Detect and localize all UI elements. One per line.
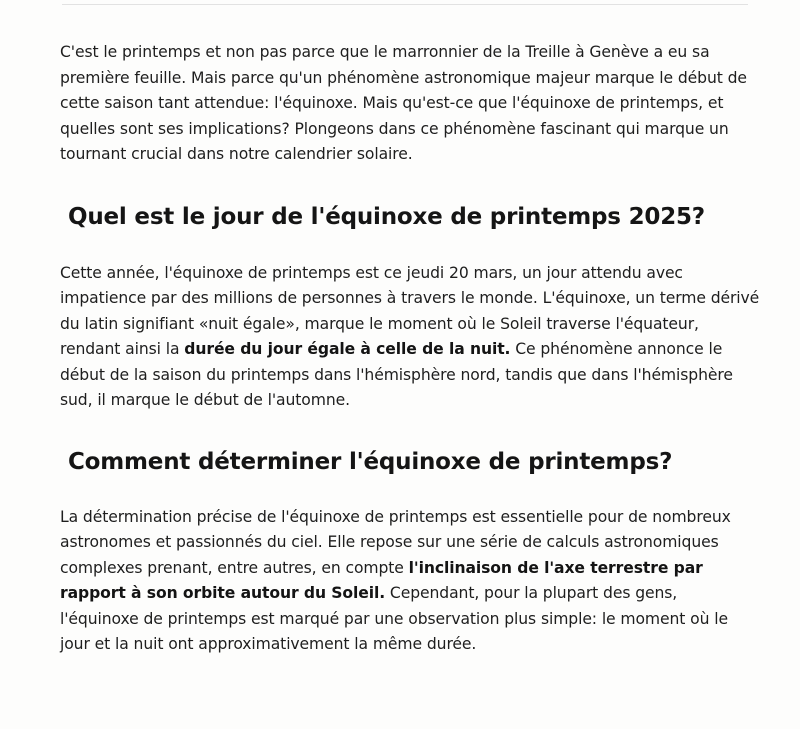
section1-text-before: Cette année, l'équinoxe de printemps est ce jeudi 20 mars, un jour attendu avec impatience par des millions de personnes à travers le monde. L'équinoxe, un terme dérivé du latin signifiant «nuit égale», marque le moment où le Soleil traverse l'équateur, rendant ainsi la (60, 263, 760, 358)
section2-bold-text: l'inclinaison de l'axe terrestre par rapport à son orbite autour du Soleil. (60, 558, 703, 602)
section1-bold-text: durée du jour égale à celle de la nuit. (184, 340, 511, 358)
section2-text-before: La détermination précise de l'équinoxe de printemps est essentielle pour de nombreux astronomes et passionnés du ciel. Elle repose sur une série de calculs astronomiques complexes prenant, entre autres, en compte (60, 507, 731, 577)
article-body (60, 40, 760, 658)
intro-paragraph: C'est le printemps et non pas parce que le marronnier de la Treille à Genève a eu sa première feuille. Mais parce qu'un phénomène astronomique majeur marque le début de cette saison tant attendue: l'équinoxe. Mais qu'est-ce que l'équinoxe de printemps, et quelles sont ses implications? Plongeons dans ce phénomène fascinant qui marque un tournant crucial dans notre calendrier solaire. (60, 43, 747, 163)
section1-text-after: Ce phénomène annonce le début de la saison du printemps dans l'hémisphère nord, tandis que dans l'hémisphère sud, il marque le début de l'automne. (60, 340, 733, 409)
top-divider (62, 4, 748, 5)
section-heading-determine-equinox: Comment déterminer l'équinoxe de printemps? (68, 448, 673, 475)
section2-paragraph (60, 505, 760, 658)
section-heading-equinox-date: Quel est le jour de l'équinoxe de printemps 2025? (68, 203, 705, 230)
section2-text-after: Cependant, pour la plupart des gens, l'équinoxe de printemps est marqué par une observation plus simple: le moment où le jour et la nuit ont approximativement la même durée. (60, 584, 728, 653)
section1-paragraph (60, 261, 760, 414)
